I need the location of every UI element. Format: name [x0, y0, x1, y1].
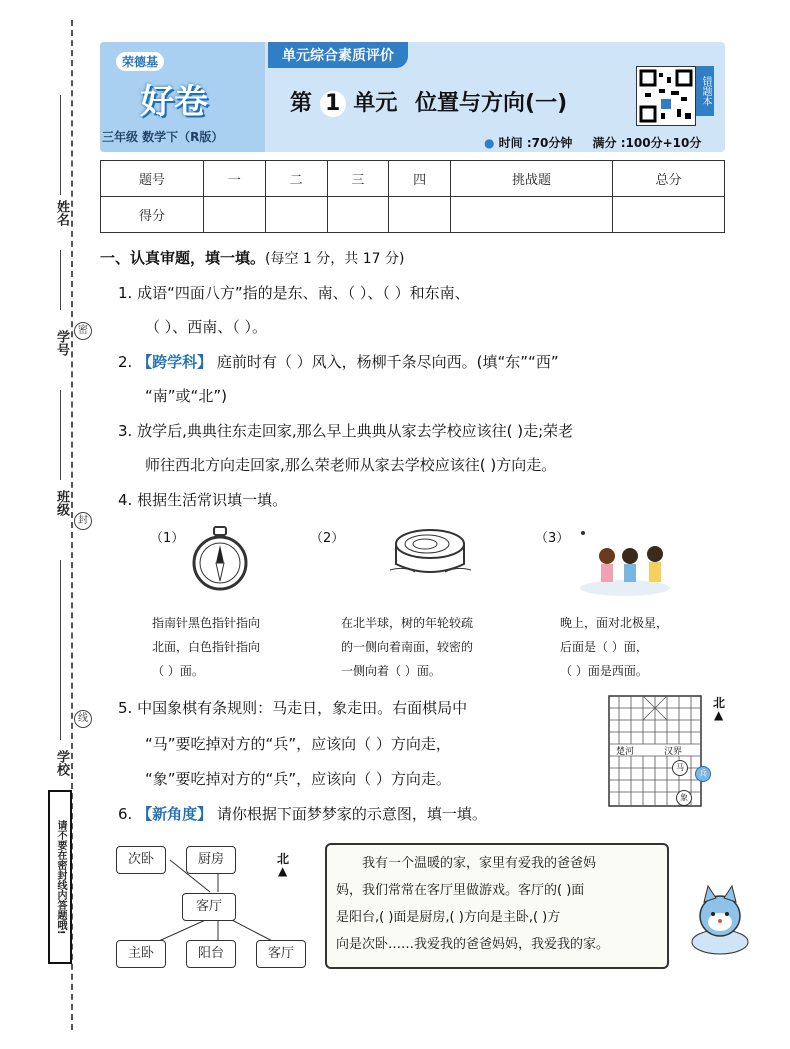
clock-icon: ● [484, 136, 495, 150]
story-text [336, 850, 609, 958]
table-header-cell: 挑战题 [451, 161, 613, 197]
unit-number: 1 [320, 91, 346, 117]
qr-tag: 错题本 [696, 66, 714, 116]
table-header-cell: 题号 [101, 161, 204, 197]
question-number: 2. [118, 353, 133, 371]
unit-word: 单元 [353, 91, 398, 116]
story-line: 向是次卧……我爱我的爸爸妈妈，我爱我的家。 [336, 937, 610, 952]
text-line: 后面是（ ）面， [560, 640, 648, 654]
room-living-room-2: 客厅 [256, 940, 306, 968]
room-living-room: 客厅 [182, 893, 236, 921]
full-score: 满分 :100分+10分 [592, 136, 702, 150]
page-title [290, 86, 567, 117]
score-cell[interactable] [451, 197, 613, 233]
score-cell[interactable] [389, 197, 451, 233]
text-line: 指南针黑色指针指向 [152, 616, 261, 630]
table-row-label: 得分 [101, 197, 204, 233]
question-tag: 【新角度】 [137, 805, 213, 823]
text-line: 一侧向着（ ）面。 [341, 664, 441, 678]
unit-title: 位置与方向(一) [415, 91, 568, 116]
story-line: 妈，我们常常在客厅里做游戏。客厅的( )面 [336, 883, 585, 898]
chess-piece-horse: 马 [672, 760, 688, 776]
chess-river-label: 汉界 [664, 747, 683, 757]
seal-char: 密 [74, 322, 92, 340]
q4-3-text [560, 611, 668, 683]
table-header-cell: 总分 [613, 161, 725, 197]
time-limit: 时间 :70分钟 [498, 136, 573, 150]
question-2-line-1 [118, 351, 559, 372]
north-arrow-icon: ▲ [714, 708, 724, 722]
qr-code[interactable] [636, 66, 696, 126]
question-5-line-2: “马”要吃掉对方的“兵”，应该向（ ）方向走， [145, 735, 451, 753]
chess-piece-elephant: 象 [676, 790, 692, 806]
map-north-label: 北 [277, 852, 290, 866]
section-note: (每空 1 分，共 17 分) [265, 251, 405, 267]
exam-info [484, 134, 701, 151]
text-line: （ ）面。 [152, 664, 204, 678]
warning-box: 请不要在密封线内答题哦! [48, 790, 72, 964]
question-3-line-2: 师往西北方向走回家,那么荣老师从家去学校应该往( )方向走。 [145, 456, 557, 474]
class-rule [60, 390, 61, 480]
section-heading [100, 247, 404, 268]
unit-prefix: 第 [290, 91, 313, 116]
table-row [101, 161, 725, 197]
north-label: 北 [713, 696, 726, 710]
name-label: 姓名 [54, 200, 69, 226]
class-label: 班级 [54, 490, 69, 516]
id-rule [60, 250, 61, 310]
chess-piece-soldier: 兵 [695, 766, 711, 782]
name-rule [60, 95, 61, 195]
seal-char: 线 [74, 710, 92, 728]
score-table [100, 160, 725, 233]
table-header-cell: 四 [389, 161, 451, 197]
seal-char: 封 [74, 512, 92, 530]
grade-label: 三年级 数学下（R版） [102, 130, 224, 144]
text-line: 在北半球，树的年轮较疏 [341, 616, 474, 630]
text-line: 的一侧向着南面，较密的 [341, 640, 474, 654]
question-6 [118, 803, 487, 824]
table-row [101, 197, 725, 233]
question-1-line-1: 1. 成语“四面八方”指的是东、南、（ ）、（ ）和东南、 [118, 284, 470, 302]
question-2-line-2: “南”或“北”) [145, 387, 227, 405]
sub-label: （2） [310, 531, 345, 546]
story-line: 是阳台,( )面是厨房,( )方向是主卧,( )方 [336, 910, 561, 925]
sub-label: （3） [535, 531, 570, 546]
score-cell[interactable] [265, 197, 327, 233]
text-line: 北面，白色指针指向 [152, 640, 261, 654]
question-tag: 【跨学科】 [137, 353, 213, 371]
text-line: 晚上，面对北极星， [560, 616, 669, 630]
children-stargazing-image [575, 528, 675, 598]
score-cell[interactable] [613, 197, 725, 233]
chess-river-label: 楚河 [616, 747, 635, 757]
room-master-bedroom: 主卧 [116, 940, 166, 968]
id-label: 学号 [54, 330, 69, 356]
cat-mascot-image [680, 880, 760, 960]
question-4: 4. 根据生活常识填一填。 [118, 491, 288, 509]
question-5-line-3: “象”要吃掉对方的“兵”，应该向（ ）方向走。 [145, 770, 451, 788]
question-text: 请你根据下面梦梦家的示意图，填一填。 [216, 805, 487, 823]
story-line: 我有一个温暖的家，家里有爱我的爸爸妈 [362, 856, 597, 871]
room-secondary-bedroom: 次卧 [116, 846, 166, 874]
section-title: 一、认真审题，填一填。 [100, 249, 266, 267]
question-3-line-1: 3. 放学后,典典往东走回家,那么早上典典从家去学校应该往( )走;荣老 [118, 422, 574, 440]
table-header-cell: 一 [204, 161, 266, 197]
question-5-line-1: 5. 中国象棋有条规则：马走日，象走田。右面棋局中 [118, 699, 468, 717]
score-cell[interactable] [204, 197, 266, 233]
compass-icon [190, 525, 250, 595]
q4-2-text [341, 611, 473, 683]
table-header-cell: 三 [327, 161, 389, 197]
q4-1-text [152, 611, 260, 683]
unit-tab: 单元综合素质评价 [268, 42, 408, 68]
logo: 好卷 [140, 82, 208, 122]
question-1-line-2: （ ）、西南、（ ）。 [145, 318, 268, 336]
score-cell[interactable] [327, 197, 389, 233]
sub-label: （1） [150, 531, 185, 546]
school-label: 学校 [54, 750, 69, 776]
room-balcony: 阳台 [186, 940, 236, 968]
table-header-cell: 二 [265, 161, 327, 197]
brand-tag: 荣德基 [116, 52, 164, 71]
room-kitchen: 厨房 [186, 846, 236, 874]
school-rule [60, 560, 61, 740]
tree-stump-icon [385, 522, 475, 582]
text-line: （ ）面是西面。 [560, 664, 648, 678]
question-number: 6. [118, 805, 133, 823]
north-arrow-icon: ▲ [278, 864, 288, 878]
question-text: 庭前时有（ ）风入，杨柳千条尽向西。(填“东”“西” [216, 353, 559, 371]
